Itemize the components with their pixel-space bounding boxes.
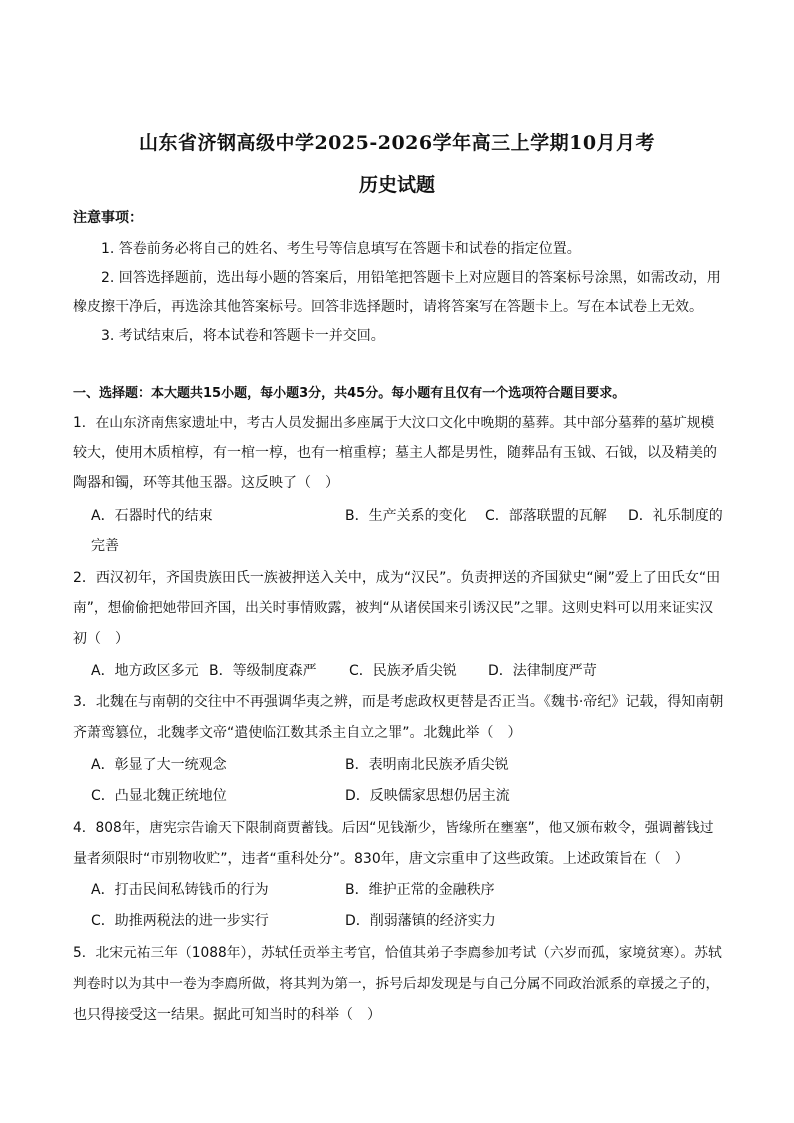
question-text: 齐萧鸾篡位，北魏孝文帝“遣使临江数其杀主自立之罪”。北魏此举（ ） [73,725,522,741]
option-d[interactable]: D．削弱藩镇的经济实力 [345,913,496,929]
option-c[interactable]: C．助推两税法的进一步实行 [91,913,269,929]
option-a[interactable]: A．地方政区多元 [91,663,199,679]
option-d-continued: 完善 [91,538,119,554]
exam-title: 山东省济钢高级中学2025-2026学年高三上学期10月月考 [138,132,656,154]
notice-item: 1. 答卷前务必将自己的姓名、考生号等信息填写在答题卡和试卷的指定位置。 [101,241,581,257]
option-d[interactable]: D．反映儒家思想仍居主流 [345,788,510,804]
option-c[interactable]: C．凸显北魏正统地位 [91,788,227,804]
option-a[interactable]: A．石器时代的结束 [91,508,213,524]
question-text: 陶器和镯，环等其他玉器。这反映了（ ） [73,475,339,491]
option-d[interactable]: D．法律制度严苛 [488,663,597,679]
question-text: 初（ ） [73,631,129,647]
question-text: 较大，使用木质棺椁，有一棺一椁，也有一棺重椁；墓主人都是男性，随葬品有玉钺、石钺，以及精美的 [73,445,717,461]
option-d[interactable]: D．礼乐制度的 [628,508,723,524]
option-b[interactable]: B．表明南北民族矛盾尖锐 [345,757,509,773]
option-b[interactable]: B．维护正常的金融秩序 [345,882,495,898]
option-a[interactable]: A．彰显了大一统观念 [91,757,227,773]
question-text: 也只得接受这一结果。据此可知当时的科举（ ） [73,1007,381,1023]
option-b[interactable]: B．生产关系的变化 [345,508,467,524]
notice-item: 2. 回答选择题前，选出每小题的答案后，用铅笔把答题卡上对应题目的答案标号涂黑，如需改动，用 [101,270,721,286]
notice-heading: 注意事项： [73,210,143,226]
option-c[interactable]: C．部落联盟的瓦解 [485,508,607,524]
question-text: 2．西汉初年，齐国贵族田氏一族被押送入关中，成为“汉民”。负责押送的齐国狱史“阑”爱上了田氏女“田 [73,570,721,586]
notice-item: 3. 考试结束后，将本试卷和答题卡一并交回。 [101,328,385,344]
option-c[interactable]: C．民族矛盾尖锐 [349,663,457,679]
question-text: 量者须限时“市别物收贮”，违者“重科处分”。830年，唐文宗重申了这些政策。上述政策旨在（ ） [73,851,689,867]
notice-item: 橡皮擦干净后，再选涂其他答案标号。回答非选择题时，请将答案写在答题卡上。写在本试卷上无效。 [73,299,703,315]
question-text: 5．北宋元祐三年（1088年），苏轼任贡举主考官，恰值其弟子李廌参加考试（六岁而孤，家境贫寒）。苏轼 [73,945,722,961]
section-heading: 一、选择题：本大题共15小题，每小题3分，共45分。每小题有且仅有一个选项符合题目要求。 [73,386,626,401]
question-text: 判卷时以为其中一卷为李廌所做，将其判为第一，拆号后却发现是与自己分属不同政治派系的章援之子的， [73,976,720,992]
question-text: 4．808年，唐宪宗告谕天下限制商贾蓄钱。后因“见钱渐少，皆缘所在壅塞”，他又颁布敕令，强调蓄钱过 [73,820,714,836]
question-text: 南”，想偷偷把她带回齐国，出关时事情败露，被判“从诸侯国来引诱汉民”之罪。这则史料可以用来证实汉 [73,600,714,616]
question-text: 1．在山东济南焦家遗址中，考古人员发掘出多座属于大汶口文化中晚期的墓葬。其中部分墓葬的墓圹规模 [73,415,715,431]
exam-subtitle: 历史试题 [358,174,435,196]
option-b[interactable]: B．等级制度森严 [209,663,317,679]
question-text: 3．北魏在与南朝的交往中不再强调华夷之辨，而是考虑政权更替是否正当。《魏书·帝纪》记载，得知南朝 [73,694,724,710]
option-a[interactable]: A．打击民间私铸钱币的行为 [91,882,269,898]
